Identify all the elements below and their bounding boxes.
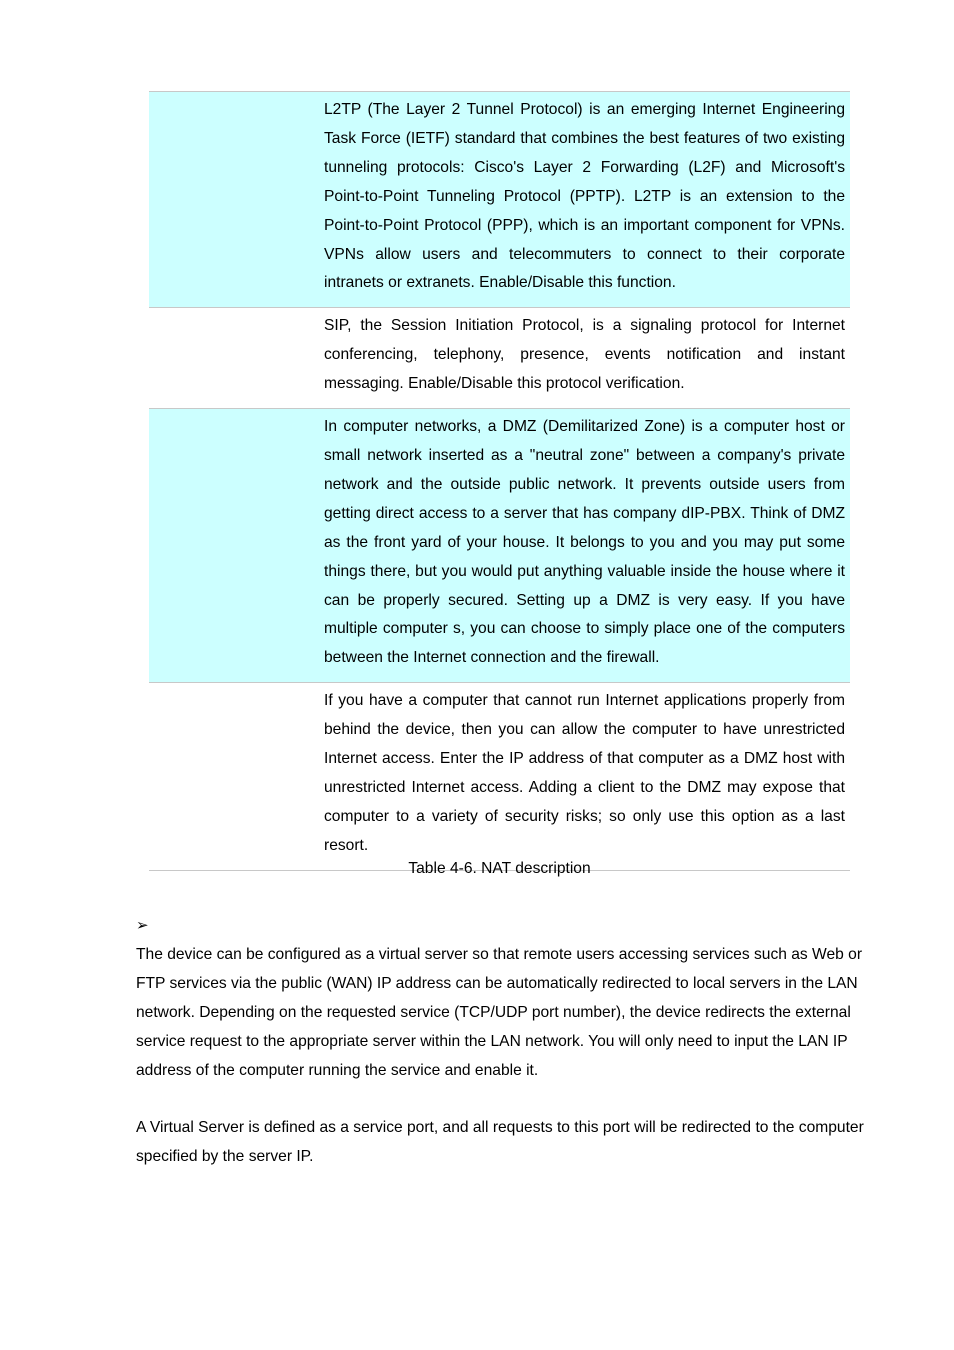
- nat-description-table: [149, 91, 850, 871]
- table-row-dmz: [149, 409, 850, 683]
- virtual-server-paragraph: The device can be configured as a virtual server so that remote users accessing services such as Web or FTP services via the public (WAN) IP address can be automatically redirected to local servers in the LAN network. Depending on the requested service (TCP/UDP port number), the device redirects the external service request to the appropriate server within the LAN network. You will only need to input the LAN IP address of the computer running the service and enable it.: [136, 946, 863, 1079]
- virtual-server-definition-paragraph: A Virtual Server is defined as a service port, and all requests to this port will be redirected to the computer specified by the server IP.: [136, 1119, 864, 1165]
- arrow-bullet-icon: ➢: [136, 917, 149, 934]
- table-row-l2tp: [149, 92, 850, 308]
- row-description: In computer networks, a DMZ (Demilitarized Zone) is a computer host or small network inserted as a "neutral zone" between a company's private network and the outside public network. It prevents outside users from getting direct access to a server that has company dIP-PBX. Think of DMZ as the front yard of your house. It belongs to you and you may put some things there, but you would put anything valuable inside the house where it can be properly secured. Setting up a DMZ is very easy. If you have multiple computer s, you can choose to simply place one of the computers between the Internet connection and the firewall.: [324, 418, 845, 667]
- row-label: [149, 92, 324, 307]
- row-description: L2TP (The Layer 2 Tunnel Protocol) is an emerging Internet Engineering Task Force (IETF) standard that combines the best features of two existing tunneling protocols: Cisco's Layer 2 Forwarding (L2F) and Microsoft's Point-to-Point Tunneling Protocol (PPTP). L2TP is an extension to the Point-to-Point Protocol (PPP), which is an important component for VPNs. VPNs allow users and telecommuters to connect to their corporate intranets or extranets. Enable/Disable this function.: [324, 101, 845, 292]
- row-description: If you have a computer that cannot run Internet applications properly from behind the device, then you can allow the computer to have unrestricted Internet access. Enter the IP address of that computer as a DMZ host with unrestricted Internet access. Adding a client to the DMZ may expose that computer to a variety of security risks; so only use this option as a last resort.: [324, 692, 845, 854]
- row-description: SIP, the Session Initiation Protocol, is a signaling protocol for Internet conferencing, telephony, presence, events notification and instant messaging. Enable/Disable this protocol verification.: [324, 317, 845, 393]
- table-row-sip: [149, 308, 850, 409]
- table-caption: Table 4-6. NAT description: [408, 860, 591, 877]
- row-label: [149, 409, 324, 682]
- row-label: [149, 308, 324, 408]
- row-label: [149, 683, 324, 869]
- table-row-dmz-host: [149, 683, 850, 870]
